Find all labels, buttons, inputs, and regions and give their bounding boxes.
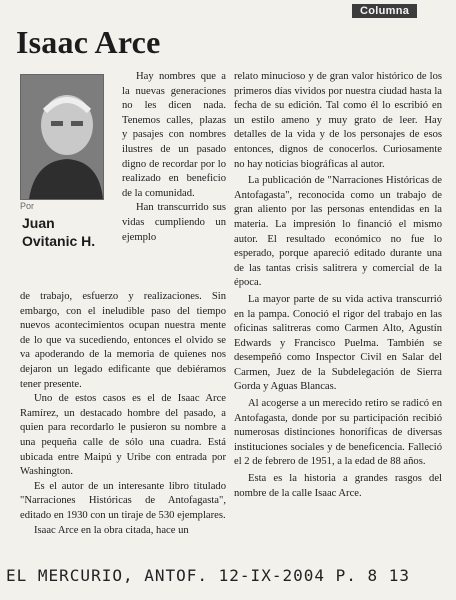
paragraph: Hay nombres que a la nuevas generaciones no les dicen nada. Tenemos calles, plazas y pasajes con nombres ilustres de un pasado digno de recordar por lo realizado en beneficio de la comunidad. [122, 71, 226, 199]
paragraph: de trabajo, esfuerzo y realizaciones. Sin embargo, con el ineludible paso del tiempo nuevos acontecimientos ocupan nuestra mente de lo que va sucediendo, entonces el olvido se va apoderando de la memoria de quienes nos dejaron un legado edificante que debiéramos tener presente. [20, 291, 226, 390]
article-title: Isaac Arce [16, 24, 161, 60]
right-column [234, 70, 442, 501]
left-column-top [122, 70, 226, 245]
byline-prefix: Por [20, 201, 35, 211]
byline-author: Juan Ovitanic H. [22, 215, 96, 249]
paragraph: Al acogerse a un merecido retiro se radicó en Antofagasta, donde por su participación recibió numerosas distinciones honoríficas de diversas instituciones sociales y de beneficencia. Falleció el 2 de febrero de 1951, a la edad de 88 años. [234, 398, 442, 468]
paragraph: Isaac Arce en la obra citada, hace un [34, 524, 189, 536]
handwritten-source-note: EL MERCURIO, ANTOF. 12-IX-2004 P. 8 13 [6, 566, 411, 585]
left-column-bottom [20, 290, 226, 538]
paragraph: Han transcurrido sus vidas cumpliendo un ejemplo [122, 202, 226, 243]
paragraph: Es el autor de un interesante libro titulado "Narraciones Históricas de Antofagasta", editado en 1930 con un tiraje de 530 ejemplares. [20, 480, 226, 521]
paragraph: La publicación de "Narraciones Históricas de Antofagasta", reconocida como un trabajo de gran aliento por las personas entendidas en la materia. La impresión lo financió el mismo autor. El resultado económico no fue lo esperado, porque apareció editado durante una de las tantas crisis salitrera y comercial de la época. [234, 175, 442, 289]
paragraph: Esta es la historia a grandes rasgos del nombre de la calle Isaac Arce. [234, 473, 442, 499]
paragraph: Uno de estos casos es el de Isaac Arce Ramírez, un destacado hombre del pasado, a quien para recordarlo le pusieron su nombre a una pequeña calle de sólo una cuadra. Está ubicada entre Maipú y Uribe con entrada por Washington. [20, 393, 226, 478]
author-photo [20, 74, 104, 200]
paragraph: relato minucioso y de gran valor histórico de los primeros días vividos por nuestra ciudad hasta la fecha de su edición. Tal como él lo escribió en un estilo ameno y muy grato de leer. Hay detalles de la vida y de los personajes de esos entonces, dignos de conocerlos. Curiosamente no hay noticias biográficas al autor. [234, 71, 442, 170]
section-tag: Columna [352, 4, 417, 18]
paragraph: La mayor parte de su vida activa transcurrió en la pampa. Conoció el rigor del trabajo en las oficinas salitreras como Carmen Alto, Agustín Edwards y Francisco Puelma. También se desempeñó como Inspector Civil en Salar del Carmen, Juez de la Subdelegación de Sierra Gorda y Aguas Blancas. [234, 293, 442, 393]
